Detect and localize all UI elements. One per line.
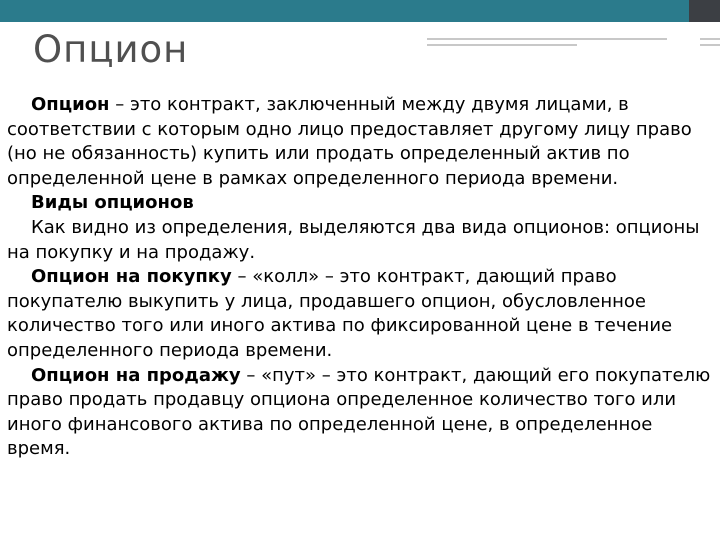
header-bar-corner — [689, 0, 720, 22]
put-term: Опцион на продажу — [31, 364, 241, 386]
slide-title: Опцион — [33, 28, 189, 71]
decorative-rule — [427, 44, 577, 46]
types-heading: Виды опционов — [31, 192, 194, 214]
put-text: – «пут» – это контракт, дающий его покупателю право продать продавцу опциона определенное количество того или иного финансового актива по определенной цене, в определенное время. — [7, 364, 711, 460]
call-term: Опцион на покупку — [31, 266, 232, 288]
decorative-rule — [700, 38, 720, 40]
types-intro: Как видно из определения, выделяются два вида опционов: опционы на покупку и на продажу. — [7, 216, 700, 263]
decorative-rule — [700, 44, 720, 46]
definition-term: Опцион — [31, 94, 110, 115]
decorative-rule — [427, 38, 667, 40]
definition-text: – это контракт, заключенный между двумя лицами, в соответствии с которым одно лицо предоставляет другому лицу право (но не обязанность) купить или продать определенный актив по определенной цене в рамках определенного периода времени. — [7, 94, 692, 189]
header-bar-accent — [0, 0, 689, 22]
slide-body — [7, 93, 713, 462]
put-paragraph — [7, 364, 713, 462]
call-text: – «колл» – это контракт, дающий право покупателю выкупить у лица, продавшего опцион, обусловленное количество того или иного актива по фиксированной цене в течение определенного периода времени. — [7, 266, 673, 361]
definition-paragraph — [7, 93, 713, 191]
call-paragraph — [7, 265, 713, 363]
